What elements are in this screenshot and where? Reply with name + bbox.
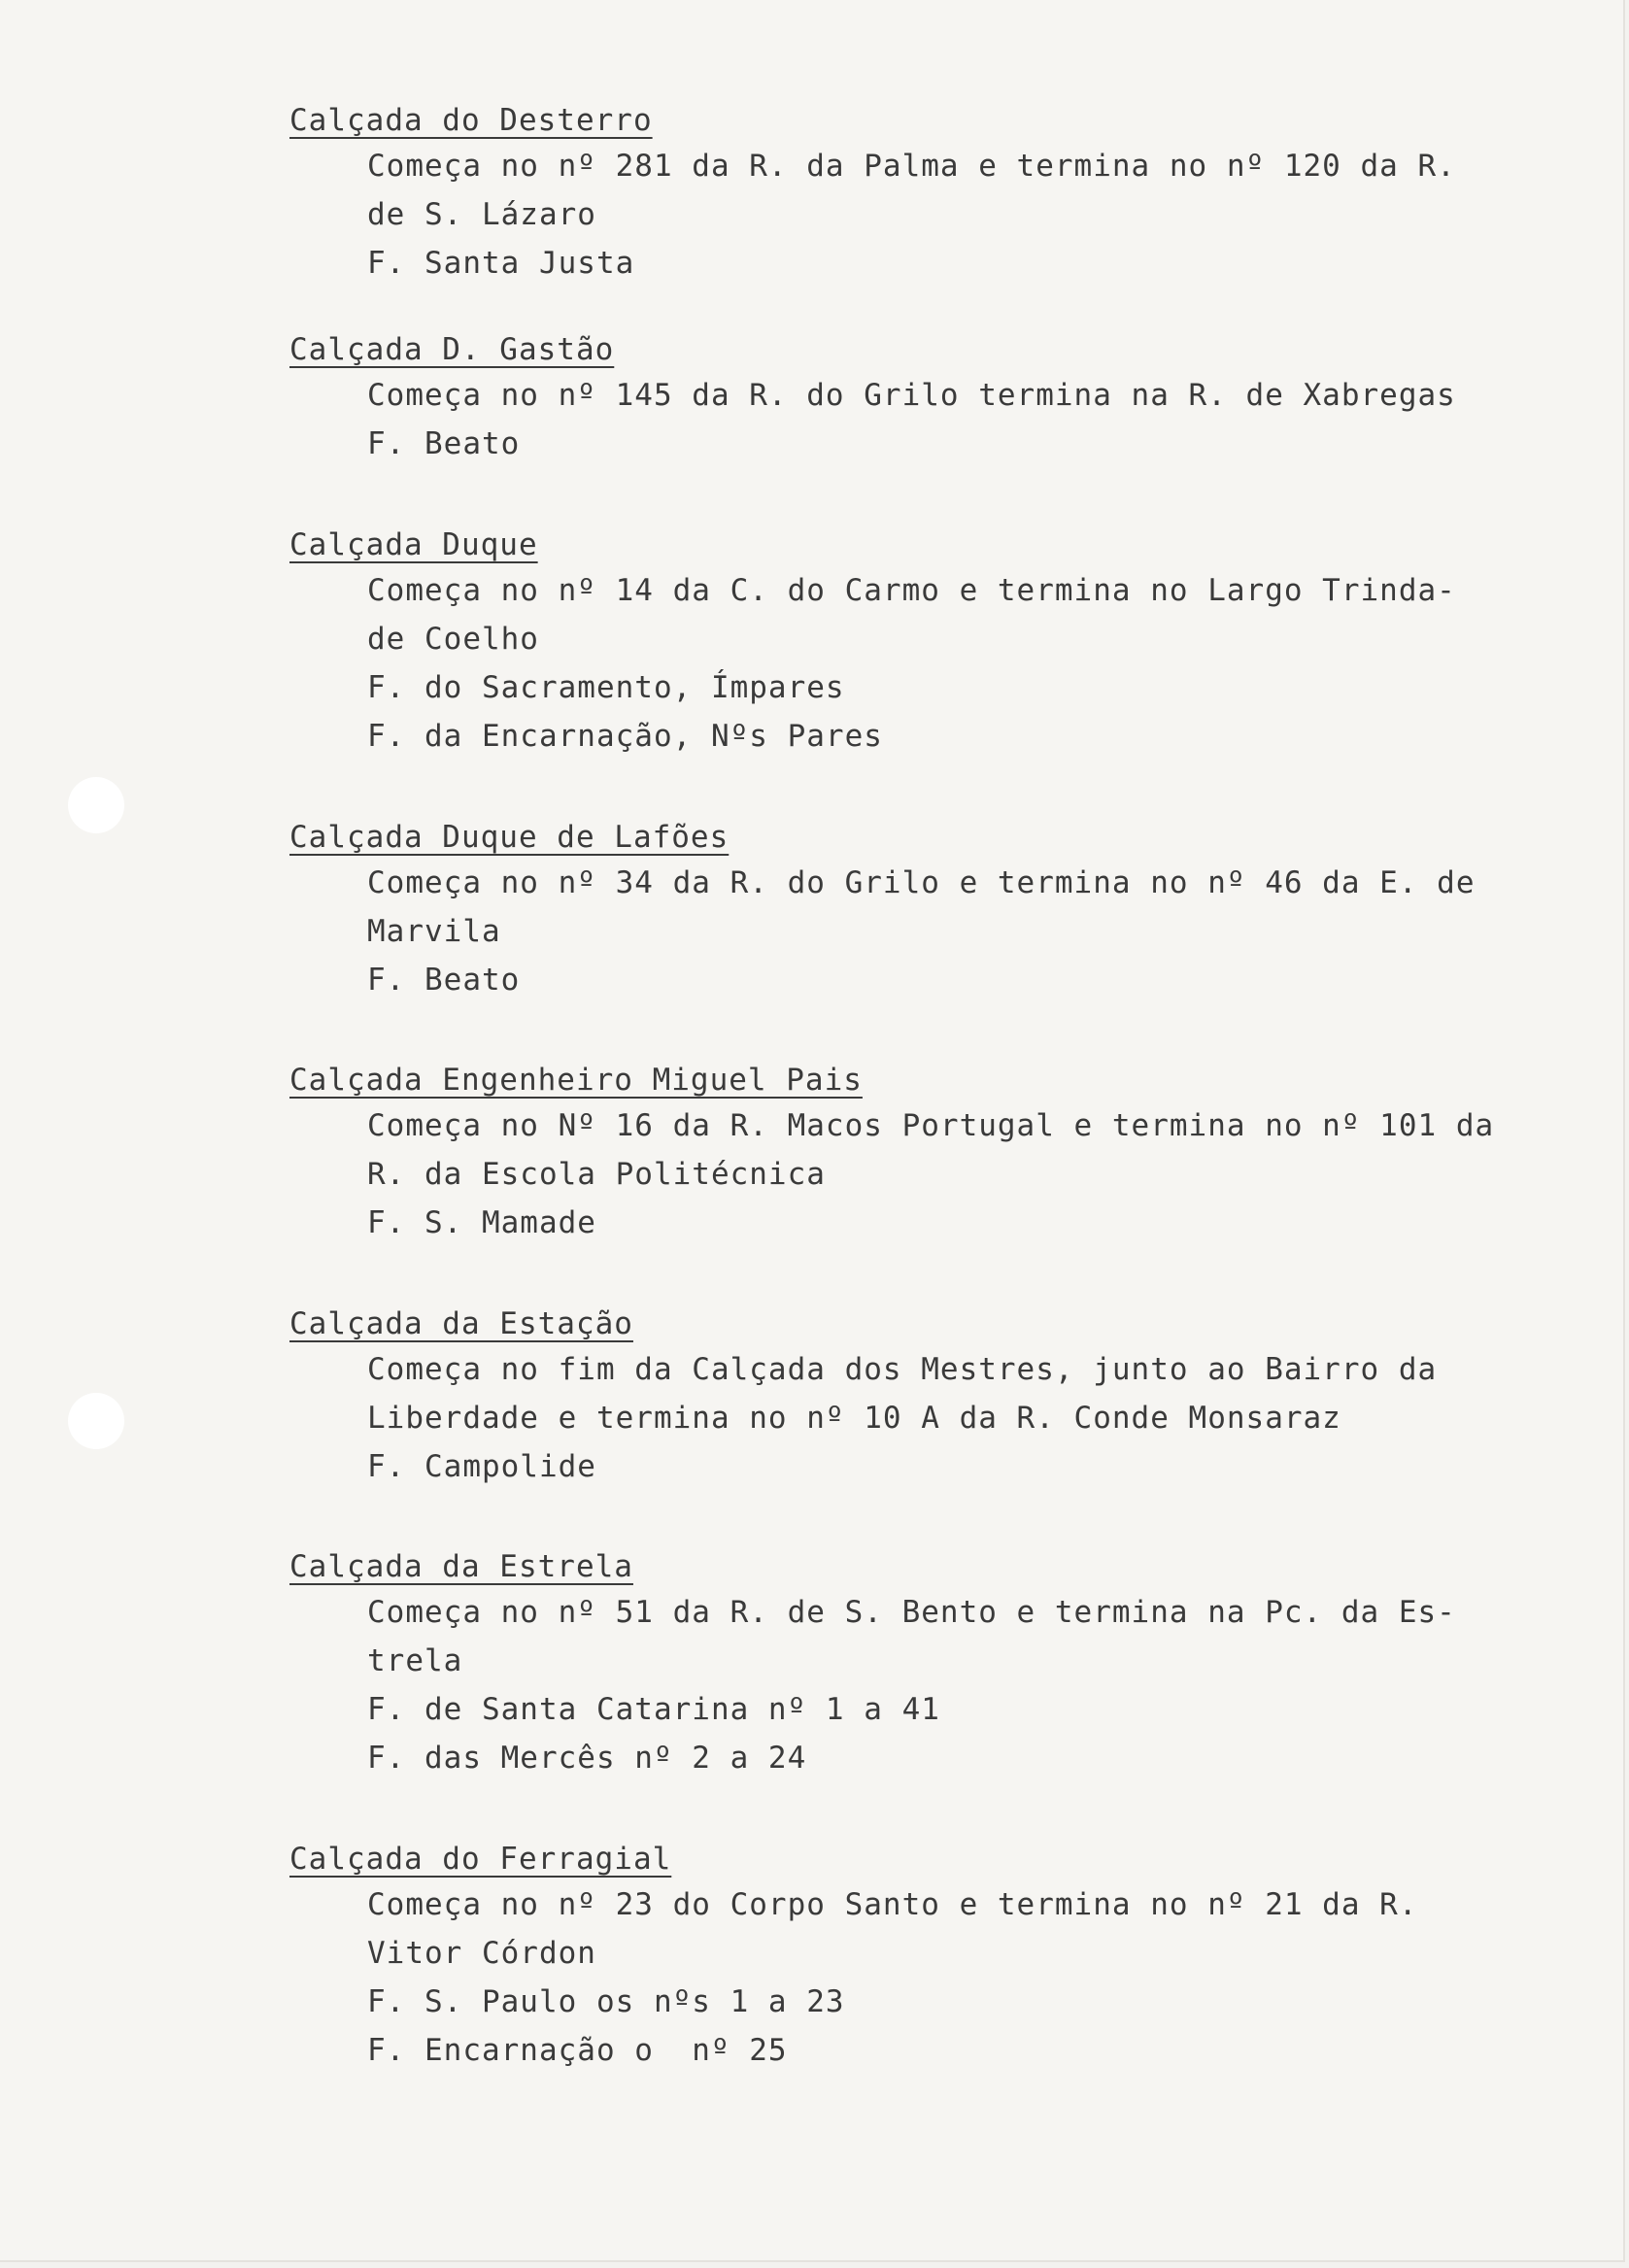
description-line: Marvila xyxy=(367,914,501,949)
street-entry xyxy=(289,1547,1543,1782)
description-line: de S. Lázaro xyxy=(367,197,596,232)
description-line: Começa no nº 23 do Corpo Santo e termina no nº 21 da R. xyxy=(367,1887,1418,1922)
parish-line: F. Campolide xyxy=(367,1449,596,1484)
description-line: Começa no nº 51 da R. de S. Bento e termina na Pc. da Es- xyxy=(367,1595,1456,1630)
parish-line: F. de Santa Catarina nº 1 a 41 xyxy=(367,1692,940,1727)
street-description xyxy=(367,1880,1543,2075)
street-description xyxy=(367,566,1543,761)
street-entry xyxy=(289,1304,1543,1491)
street-entry xyxy=(289,1061,1543,1247)
parish-line: F. Beato xyxy=(367,426,521,461)
description-line: de Coelho xyxy=(367,622,539,657)
street-entry xyxy=(289,101,1543,288)
street-name: Calçada Engenheiro Miguel Pais xyxy=(289,1063,863,1098)
description-line: Liberdade e termina no nº 10 A da R. Conde Monsaraz xyxy=(367,1401,1341,1436)
street-name: Calçada do Ferragial xyxy=(289,1842,672,1877)
street-entry xyxy=(289,330,1543,468)
punch-hole xyxy=(68,777,124,833)
street-description xyxy=(367,859,1543,1004)
parish-line: F. Santa Justa xyxy=(367,246,635,281)
description-line: Começa no nº 34 da R. do Grilo e termina no nº 46 da E. de xyxy=(367,865,1476,900)
description-line: trela xyxy=(367,1643,463,1678)
street-entry xyxy=(289,525,1543,761)
description-line: Vitor Córdon xyxy=(367,1936,596,1971)
street-description xyxy=(367,1101,1543,1247)
street-name: Calçada da Estação xyxy=(289,1306,633,1341)
description-line: Começa no nº 281 da R. da Palma e termina no nº 120 da R. xyxy=(367,149,1456,184)
description-line: R. da Escola Politécnica xyxy=(367,1157,826,1192)
street-description xyxy=(367,371,1543,468)
street-name: Calçada da Estrela xyxy=(289,1549,633,1584)
street-description xyxy=(367,142,1543,288)
parish-line: F. Encarnação o nº 25 xyxy=(367,2033,788,2068)
description-line: Começa no nº 14 da C. do Carmo e termina no Largo Trinda- xyxy=(367,573,1456,608)
description-line: Começa no fim da Calçada dos Mestres, junto ao Bairro da xyxy=(367,1352,1438,1387)
street-description xyxy=(367,1345,1543,1491)
street-name: Calçada Duque de Lafões xyxy=(289,820,730,855)
parish-line: F. Beato xyxy=(367,963,521,998)
parish-line: F. S. Paulo os nºs 1 a 23 xyxy=(367,1984,845,2019)
description-line: Começa no Nº 16 da R. Macos Portugal e termina no nº 101 da xyxy=(367,1108,1495,1143)
punch-hole xyxy=(68,1393,124,1449)
street-name: Calçada do Desterro xyxy=(289,103,653,138)
street-entry xyxy=(289,818,1543,1004)
street-entry xyxy=(289,1840,1543,2075)
description-line: Começa no nº 145 da R. do Grilo termina na R. de Xabregas xyxy=(367,378,1456,413)
parish-line: F. do Sacramento, Ímpares xyxy=(367,670,845,705)
parish-line: F. da Encarnação, Nºs Pares xyxy=(367,719,883,754)
street-description xyxy=(367,1588,1543,1782)
parish-line: F. S. Mamade xyxy=(367,1205,596,1240)
street-name: Calçada D. Gastão xyxy=(289,332,615,367)
parish-line: F. das Mercês nº 2 a 24 xyxy=(367,1741,807,1776)
street-name: Calçada Duque xyxy=(289,527,538,562)
